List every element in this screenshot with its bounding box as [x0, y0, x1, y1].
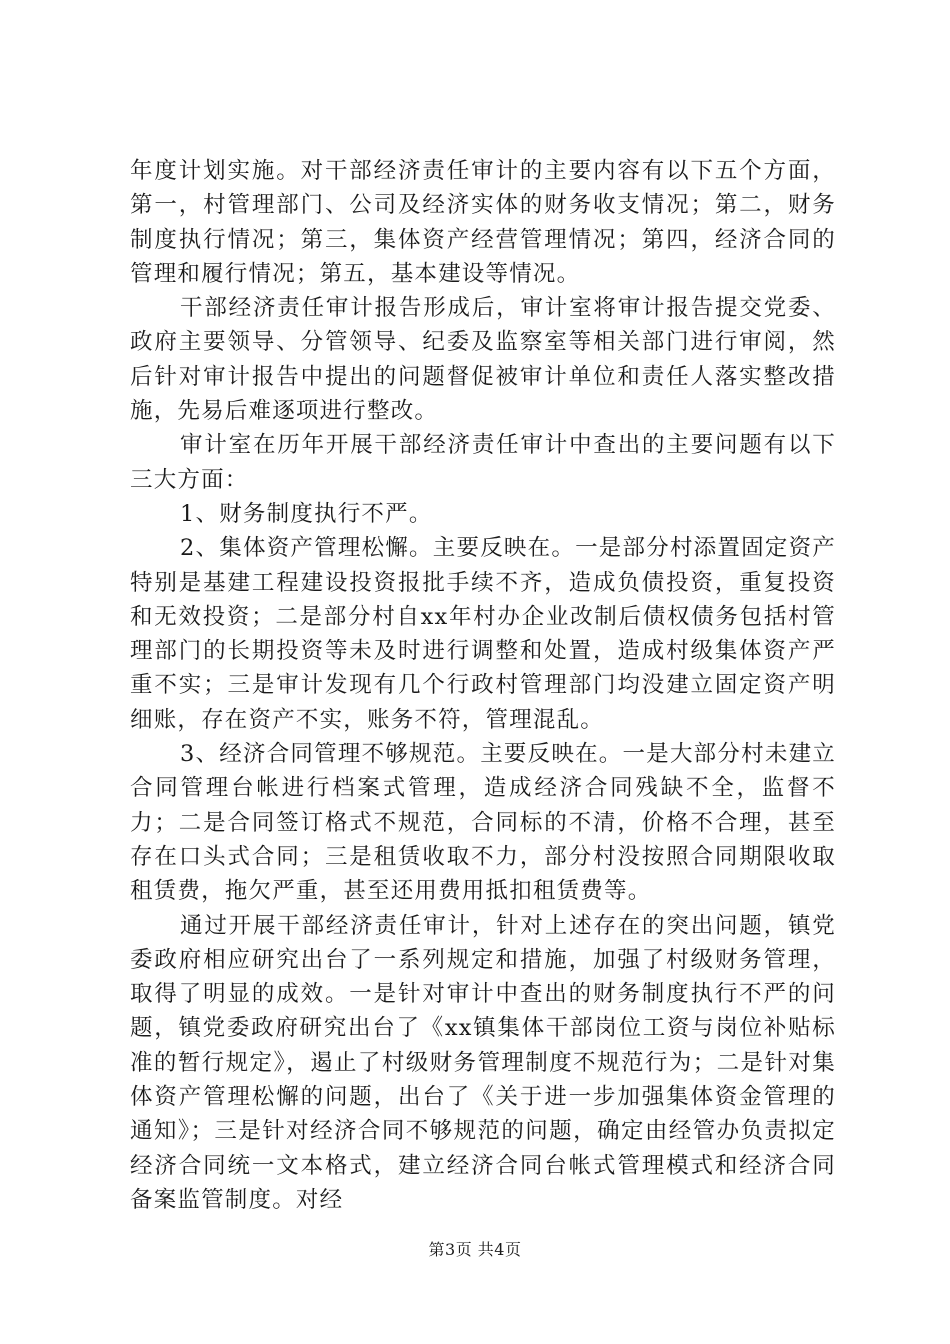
paragraph-problem-3: 3、经济合同管理不够规范。主要反映在。一是大部分村未建立合同管理台帐进行档案式管理，造成经济合同残缺不全，监督不力；二是合同签订格式不规范，合同标的不清，价格不合理，甚至存在口头式合同；三是租赁收取不力，部分村没按照合同期限收取租赁费，拖欠严重，甚至还用费用抵扣租赁费等。 — [130, 741, 836, 905]
document-body — [130, 154, 836, 1217]
paragraph-audit-report: 干部经济责任审计报告形成后，审计室将审计报告提交党委、政府主要领导、分管领导、纪委及监察室等相关部门进行审阅，然后针对审计报告中提出的问题督促被审计单位和责任人落实整改措施，先易后难逐项进行整改。 — [130, 295, 836, 425]
paragraph-problem-2: 2、集体资产管理松懈。主要反映在。一是部分村添置固定资产特别是基建工程建设投资报批手续不齐，造成负债投资，重复投资和无效投资；二是部分村自xx年村办企业改制后债权债务包括村管理部门的长期投资等未及时进行调整和处置，造成村级集体资产严重不实；三是审计发现有几个行政村管理部门均没建立固定资产明细账，存在资产不实，账务不符，管理混乱。 — [130, 535, 836, 733]
paragraph-main-problems-intro: 审计室在历年开展干部经济责任审计中查出的主要问题有以下三大方面： — [130, 432, 836, 493]
page-number-footer: 第3页 共4页 — [428, 1240, 522, 1259]
paragraph-measures: 通过开展干部经济责任审计，针对上述存在的突出问题，镇党委政府相应研究出台了一系列规定和措施，加强了村级财务管理，取得了明显的成效。一是针对审计中查出的财务制度执行不严的问题，镇党委政府研究出台了《xx镇集体干部岗位工资与岗位补贴标准的暂行规定》，遏止了村级财务管理制度不规范行为；二是针对集体资产管理松懈的问题，出台了《关于进一步加强集体资金管理的通知》；三是针对经济合同不够规范的问题，确定由经管办负责拟定经济合同统一文本格式，建立经济合同台帐式管理模式和经济合同备案监管制度。对经 — [130, 912, 836, 1213]
paragraph-continued-audit-content: 年度计划实施。对干部经济责任审计的主要内容有以下五个方面，第一，村管理部门、公司及经济实体的财务收支情况；第二，财务制度执行情况；第三，集体资产经营管理情况；第四，经济合同的管理和履行情况；第五，基本建设等情况。 — [130, 158, 836, 287]
paragraph-problem-1: 1、财务制度执行不严。 — [180, 500, 433, 527]
